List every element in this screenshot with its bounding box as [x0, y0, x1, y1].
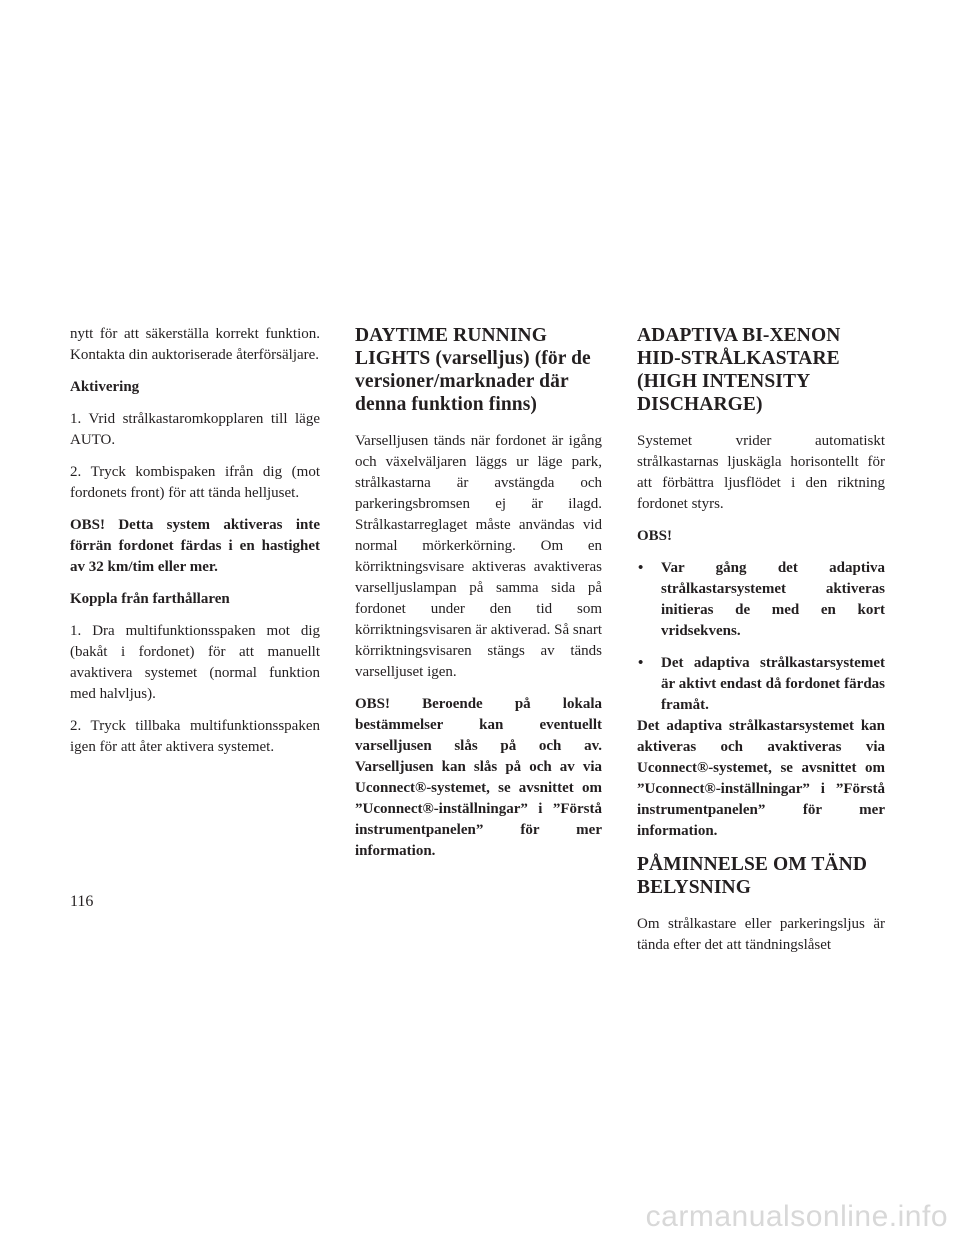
- heading-sub: (varselljus) (för de versioner/marknader där denna funktion finns): [355, 348, 591, 415]
- koppla-step-2: 2. Tryck tillbaka multifunktionsspaken igen för att åter aktivera systemet.: [70, 718, 320, 755]
- aktivering-step-2: 2. Tryck kombispaken ifrån dig (mot fordonets front) för att tända helljuset.: [70, 464, 320, 501]
- aktivering-step-1: 1. Vrid strålkastaromkopplaren till läge AUTO.: [70, 411, 320, 448]
- reminder-paragraph: Om strålkastare eller parkeringsljus är tända efter det att tändningslåset: [637, 916, 885, 953]
- aktivering-heading: Aktivering: [70, 379, 140, 395]
- adaptive-uconnect-note: Det adaptiva strålkastarsystemet kan aktiveras och avaktiveras via Uconnect®-systemet, se avsnittet om ”Uconnect®-inställningar” i ”Förstå instrumentpanelen” för mer information.: [637, 718, 885, 839]
- daytime-note: OBS! Beroende på lokala bestämmelser kan eventuellt varselljusen slås på och av. Varselljusen kan slås på och av via Uconnect®-systemet, se avsnittet om ”Uconnect®-inställningar” i ”Förstå instrumentpanelen” för mer information.: [355, 696, 602, 859]
- koppla-step-1: 1. Dra multifunktionsspaken mot dig (bakåt i fordonet) för att manuellt avaktivera systemet (normal funktion med halvljus).: [70, 623, 320, 702]
- adaptive-headlights-heading: ADAPTIVA BI-XENON HID-STRÅLKASTARE (HIGH INTENSITY DISCHARGE): [637, 325, 841, 415]
- list-item-text: Var gång det adaptiva strålkastarsystemet aktiveras initieras de med en kort vridsekvens.: [661, 560, 885, 639]
- reminder-heading: PÅMINNELSE OM TÄND BELYSNING: [637, 854, 868, 898]
- list-item: [637, 558, 885, 642]
- middle-column: [355, 324, 602, 873]
- speed-note: OBS! Detta system aktiveras inte förrän fordonet färdas i en hastighet av 32 km/tim eller mer.: [70, 517, 320, 575]
- right-column: [637, 324, 885, 967]
- intro-paragraph: nytt för att säkerställa korrekt funktion. Kontakta din auktoriserade återförsäljare.: [70, 326, 320, 363]
- daytime-running-lights-heading: [355, 324, 602, 416]
- adaptive-body-paragraph: Systemet vrider automatiskt strålkastarnas ljuskägla horisontellt för att förbättra ljusflödet i den riktning fordonet styrs.: [637, 433, 885, 512]
- heading-main: DAYTIME RUNNING LIGHTS: [355, 325, 548, 369]
- koppla-heading: Koppla från farthållaren: [70, 591, 230, 607]
- bullet-icon: •: [638, 560, 644, 576]
- list-item: [637, 653, 885, 716]
- page-number: 116: [70, 893, 94, 910]
- bullet-icon: •: [638, 655, 644, 671]
- list-item-text: Det adaptiva strålkastarsystemet är aktivt endast då fordonet färdas framåt.: [661, 655, 885, 713]
- left-column: [70, 324, 320, 769]
- obs-label: OBS!: [637, 528, 673, 544]
- daytime-body-paragraph: Varselljusen tänds när fordonet är igång och växelväljaren läggs ur läge park, strålkastarna är avstängda och parkeringsbromsen ej är ilagd. Strålkastarreglaget måste användas vid normal mörkerkörning. Om en körriktningsvisare aktiveras avaktiveras varselljuslampan på samma sida på fordonet under den tid som körriktningsvisaren är aktiverad. Så snart körriktningsvisaren stängs av tänds varselljuset igen.: [355, 433, 603, 680]
- adaptive-notes-list: [637, 558, 885, 716]
- watermark: carmanualsonline.info: [645, 1200, 948, 1233]
